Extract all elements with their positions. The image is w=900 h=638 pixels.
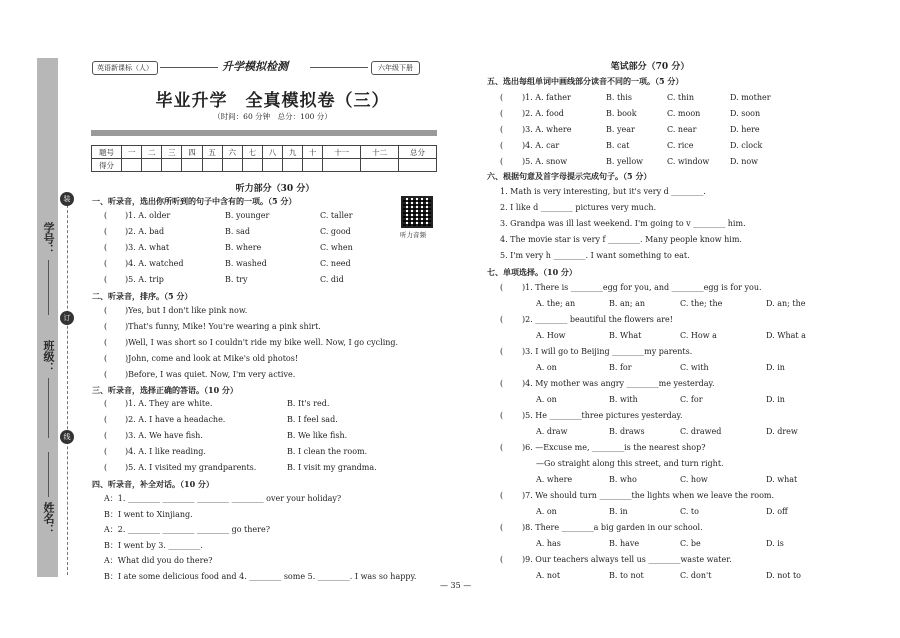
option-text: C. how bbox=[680, 475, 708, 484]
option-text: D. off bbox=[766, 507, 788, 516]
writing-title: 笔试部分（70 分） bbox=[610, 62, 690, 72]
score-cell: 题号 bbox=[92, 146, 122, 159]
option-text: )5. A. trip bbox=[125, 275, 164, 284]
score-input[interactable] bbox=[323, 159, 361, 172]
score-cell: 四 bbox=[182, 146, 202, 159]
fill-in-sentence: 5. I'm very h ________. I want something to eat. bbox=[500, 251, 690, 260]
dialogue-line: A：2. ________ ________ ________ go there? bbox=[104, 525, 271, 535]
score-input[interactable] bbox=[303, 159, 323, 172]
score-cell: 一 bbox=[122, 146, 142, 159]
score-input[interactable] bbox=[122, 159, 142, 172]
option-text: C. window bbox=[667, 157, 710, 166]
option-text: B. We like fish. bbox=[287, 431, 348, 440]
binding-dot-xian: 线 bbox=[60, 430, 74, 444]
option-text: D. now bbox=[730, 157, 759, 166]
option-text: C. moon bbox=[667, 109, 701, 118]
question-text: )5. He ________three pictures yesterday. bbox=[522, 411, 683, 420]
score-input[interactable] bbox=[162, 159, 182, 172]
option-text: A. has bbox=[536, 539, 561, 548]
sentence-text: )That's funny, Mike! You're wearing a pink shirt. bbox=[125, 322, 321, 331]
listening-title: 听力部分（30 分） bbox=[235, 184, 315, 194]
answer-bracket[interactable]: ( bbox=[104, 354, 108, 363]
option-text: D. an; the bbox=[766, 299, 806, 308]
option-text: C. when bbox=[320, 243, 353, 252]
option-text: B. try bbox=[225, 275, 248, 284]
answer-bracket[interactable]: ( bbox=[104, 399, 108, 408]
question-text: )8. There ________a big garden in our school. bbox=[522, 523, 703, 532]
score-table-header-row bbox=[92, 146, 437, 159]
option-text: D. What a bbox=[766, 331, 806, 340]
answer-bracket[interactable]: ( bbox=[500, 443, 504, 452]
option-text: B. yellow bbox=[606, 157, 643, 166]
section-4-heading: 四、听录音，补全对话。（10 分） bbox=[92, 479, 214, 489]
score-cell: 总分 bbox=[399, 146, 437, 159]
option-text: A. on bbox=[536, 395, 557, 404]
option-text: B. I feel sad. bbox=[287, 415, 338, 424]
score-cell: 十二 bbox=[361, 146, 399, 159]
score-input[interactable] bbox=[399, 159, 437, 172]
answer-bracket[interactable]: ( bbox=[500, 491, 504, 500]
score-cell: 六 bbox=[222, 146, 242, 159]
answer-bracket[interactable]: ( bbox=[500, 109, 504, 118]
option-text: )1. A. older bbox=[125, 211, 171, 220]
answer-bracket[interactable]: ( bbox=[104, 370, 108, 379]
grade-badge: 六年级下册 bbox=[371, 61, 420, 75]
section-5-heading: 五、选出每组单词中画线部分读音不同的一项。（5 分） bbox=[487, 76, 684, 86]
answer-bracket[interactable]: ( bbox=[104, 259, 108, 268]
answer-bracket[interactable]: ( bbox=[104, 463, 108, 472]
page-number: — 35 — bbox=[440, 581, 472, 590]
answer-bracket[interactable]: ( bbox=[500, 93, 504, 102]
score-cell: 三 bbox=[162, 146, 182, 159]
question-text: )6. —Excuse me, ________is the nearest shop? bbox=[522, 443, 706, 452]
section-2-heading: 二、听录音，排序。（5 分） bbox=[92, 291, 193, 301]
score-cell: 五 bbox=[202, 146, 222, 159]
section-1-heading: 一、听录音，选出你所听到的句子中含有的一项。（5 分） bbox=[92, 196, 297, 206]
question-text: )4. My mother was angry ________me yesterday. bbox=[522, 379, 715, 388]
dialogue-line: B：I went to Xinjiang. bbox=[104, 509, 193, 519]
dialogue-line: B：I went by 3. ________. bbox=[104, 540, 203, 550]
question-text: )7. We should turn ________the lights when we leave the room. bbox=[522, 491, 775, 500]
option-text: D. soon bbox=[730, 109, 761, 118]
option-text: C. near bbox=[667, 125, 697, 134]
answer-bracket[interactable]: ( bbox=[500, 555, 504, 564]
option-text: C. did bbox=[320, 275, 344, 284]
option-text: )4. A. watched bbox=[125, 259, 184, 268]
option-text: )3. A. what bbox=[125, 243, 170, 252]
fill-in-sentence: 4. The movie star is very f ________. Many people know him. bbox=[500, 235, 742, 244]
option-text: C. good bbox=[320, 227, 351, 236]
score-input[interactable] bbox=[222, 159, 242, 172]
option-text: B. I clean the room. bbox=[287, 447, 368, 456]
option-text: A. How bbox=[536, 331, 566, 340]
option-text: B. to not bbox=[609, 571, 644, 580]
score-input[interactable] bbox=[142, 159, 162, 172]
dialogue-line: A：What did you do there? bbox=[104, 556, 213, 566]
option-text: B. an; an bbox=[609, 299, 646, 308]
page-subtitle: （时间：60 分钟 总分：100 分） bbox=[213, 112, 332, 121]
question-reply-text: —Go straight along this street, and turn right. bbox=[536, 459, 724, 468]
section-3-heading: 三、听录音，选择正确的答语。（10 分） bbox=[92, 385, 238, 395]
option-text: B. year bbox=[606, 125, 635, 134]
sentence-text: )John, come and look at Mike's old photos! bbox=[125, 354, 299, 363]
option-text: A. where bbox=[536, 475, 573, 484]
option-text: B. It's red. bbox=[287, 399, 330, 408]
option-text: C. to bbox=[680, 507, 699, 516]
option-text: B. for bbox=[609, 363, 632, 372]
option-text: A. on bbox=[536, 363, 557, 372]
page-title: 毕业升学 全真模拟卷（三） bbox=[155, 91, 390, 111]
option-text: C. the; the bbox=[680, 299, 723, 308]
answer-bracket[interactable]: ( bbox=[500, 411, 504, 420]
option-text: D. drew bbox=[766, 427, 798, 436]
score-cell: 七 bbox=[242, 146, 262, 159]
option-text: )2. A. food bbox=[522, 109, 564, 118]
question-text: )3. I will go to Beijing ________my parents. bbox=[522, 347, 693, 356]
option-text: C. thin bbox=[667, 93, 694, 102]
option-text: B. have bbox=[609, 539, 640, 548]
cut-line bbox=[67, 195, 68, 575]
option-text: C. be bbox=[680, 539, 701, 548]
title-bar bbox=[91, 130, 437, 136]
section-6-heading: 六、根据句意及首字母提示完成句子。（5 分） bbox=[487, 171, 652, 181]
option-text: B. where bbox=[225, 243, 262, 252]
answer-bracket[interactable]: ( bbox=[104, 243, 108, 252]
question-text: )1. There is ________egg for you, and ________egg is for you. bbox=[522, 283, 762, 292]
score-input[interactable] bbox=[361, 159, 399, 172]
score-cell: 十一 bbox=[323, 146, 361, 159]
option-text: B. who bbox=[609, 475, 637, 484]
option-text: C. drawed bbox=[680, 427, 722, 436]
option-text: B. in bbox=[609, 507, 628, 516]
answer-bracket[interactable]: ( bbox=[500, 379, 504, 388]
binding-dot-zhuang: 装 bbox=[60, 192, 74, 206]
option-text: D. clock bbox=[730, 141, 763, 150]
option-text: D. not to bbox=[766, 571, 801, 580]
option-text: A. the; an bbox=[536, 299, 576, 308]
answer-bracket[interactable]: ( bbox=[104, 447, 108, 456]
section-7-heading: 七、单项选择。（10 分） bbox=[487, 267, 577, 277]
fill-in-sentence: 3. Grandpa was ill last weekend. I'm going to v ________ him. bbox=[500, 219, 746, 228]
option-text: B. washed bbox=[225, 259, 267, 268]
option-text: C. with bbox=[680, 363, 709, 372]
answer-bracket[interactable]: ( bbox=[104, 275, 108, 284]
answer-bracket[interactable]: ( bbox=[104, 415, 108, 424]
class-label: 班级： bbox=[42, 340, 55, 373]
answer-bracket[interactable]: ( bbox=[500, 141, 504, 150]
header-rule-left bbox=[160, 67, 218, 68]
fill-in-sentence: 1. Math is very interesting, but it's very d ________. bbox=[500, 187, 706, 196]
score-input[interactable] bbox=[242, 159, 262, 172]
option-text: A. not bbox=[536, 571, 561, 580]
class-line bbox=[48, 378, 49, 438]
score-table-score-row bbox=[92, 159, 437, 172]
option-text: B. younger bbox=[225, 211, 270, 220]
answer-bracket[interactable]: ( bbox=[104, 338, 108, 347]
sentence-text: )Well, I was short so I couldn't ride my bike well. Now, I go cycling. bbox=[125, 338, 399, 347]
question-text: )9. Our teachers always tell us ________waste water. bbox=[522, 555, 732, 564]
qr-label: 听力音频 bbox=[400, 231, 426, 239]
student-id-line bbox=[48, 260, 49, 315]
option-text: )2. A. bad bbox=[125, 227, 165, 236]
option-text: B. with bbox=[609, 395, 638, 404]
series-title: 升学模拟检测 bbox=[222, 60, 288, 73]
score-cell: 得分 bbox=[92, 159, 122, 172]
answer-bracket[interactable]: ( bbox=[500, 125, 504, 134]
option-text: C. rice bbox=[667, 141, 694, 150]
binding-strip bbox=[37, 58, 58, 577]
option-text: C. taller bbox=[320, 211, 353, 220]
score-table bbox=[91, 145, 437, 172]
option-text: C. for bbox=[680, 395, 703, 404]
answer-bracket[interactable]: ( bbox=[500, 347, 504, 356]
answer-bracket[interactable]: ( bbox=[500, 523, 504, 532]
binding-dot-ding: 订 bbox=[60, 311, 74, 325]
option-text: B. book bbox=[606, 109, 637, 118]
option-text: D. mother bbox=[730, 93, 771, 102]
question-text: )2. ________ beautiful the flowers are! bbox=[522, 315, 673, 324]
dialogue-line: A：1. ________ ________ ________ ________ over your holiday? bbox=[104, 494, 342, 503]
option-text: )3. A. where bbox=[522, 125, 572, 134]
sentence-text: )Yes, but I don't like pink now. bbox=[125, 306, 248, 315]
edition-badge: 英语新课标（人） bbox=[92, 61, 158, 75]
option-text: D. is bbox=[766, 539, 784, 548]
option-text: B. cat bbox=[606, 141, 630, 150]
fill-in-sentence: 2. I like d ________ pictures very much. bbox=[500, 203, 657, 212]
option-text: D. what bbox=[766, 475, 798, 484]
score-cell: 二 bbox=[142, 146, 162, 159]
name-label: 姓名： bbox=[42, 502, 55, 535]
option-text: B. I visit my grandma. bbox=[287, 463, 377, 472]
option-text: )5. A. snow bbox=[522, 157, 568, 166]
option-text: B. What bbox=[609, 331, 642, 340]
option-text: )4. A. car bbox=[522, 141, 560, 150]
score-cell: 十 bbox=[303, 146, 323, 159]
score-input[interactable] bbox=[262, 159, 282, 172]
score-input[interactable] bbox=[182, 159, 202, 172]
score-input[interactable] bbox=[283, 159, 303, 172]
answer-bracket[interactable]: ( bbox=[104, 227, 108, 236]
option-text: )4. A. I like reading. bbox=[125, 447, 206, 456]
option-text: D. in bbox=[766, 395, 785, 404]
option-text: )5. A. I visited my grandparents. bbox=[125, 463, 257, 472]
answer-bracket[interactable]: ( bbox=[500, 283, 504, 292]
sentence-text: )Before, I was quiet. Now, I'm very active. bbox=[125, 370, 296, 379]
option-text: )1. A. father bbox=[522, 93, 571, 102]
option-text: C. need bbox=[320, 259, 351, 268]
option-text: C. How a bbox=[680, 331, 717, 340]
answer-bracket[interactable]: ( bbox=[104, 306, 108, 315]
option-text: )3. A. We have fish. bbox=[125, 431, 203, 440]
qr-code-icon[interactable] bbox=[401, 196, 433, 228]
option-text: A. on bbox=[536, 507, 557, 516]
option-text: A. draw bbox=[536, 427, 568, 436]
option-text: )1. A. They are white. bbox=[125, 399, 213, 408]
option-text: B. this bbox=[606, 93, 632, 102]
option-text: C. don't bbox=[680, 571, 712, 580]
option-text: D. here bbox=[730, 125, 760, 134]
answer-bracket[interactable]: ( bbox=[104, 322, 108, 331]
student-id-label: 学号： bbox=[42, 222, 55, 255]
score-cell: 八 bbox=[262, 146, 282, 159]
header-rule-right bbox=[310, 67, 368, 68]
answer-bracket[interactable]: ( bbox=[104, 431, 108, 440]
option-text: D. in bbox=[766, 363, 785, 372]
option-text: )2. A. I have a headache. bbox=[125, 415, 226, 424]
option-text: B. draws bbox=[609, 427, 645, 436]
dialogue-line: B：I ate some delicious food and 4. ________ some 5. ________. I was so happy. bbox=[104, 572, 417, 581]
answer-bracket[interactable]: ( bbox=[500, 315, 504, 324]
option-text: B. sad bbox=[225, 227, 250, 236]
score-cell: 九 bbox=[283, 146, 303, 159]
answer-bracket[interactable]: ( bbox=[104, 211, 108, 220]
score-input[interactable] bbox=[202, 159, 222, 172]
answer-bracket[interactable]: ( bbox=[500, 157, 504, 166]
name-line bbox=[48, 452, 49, 497]
